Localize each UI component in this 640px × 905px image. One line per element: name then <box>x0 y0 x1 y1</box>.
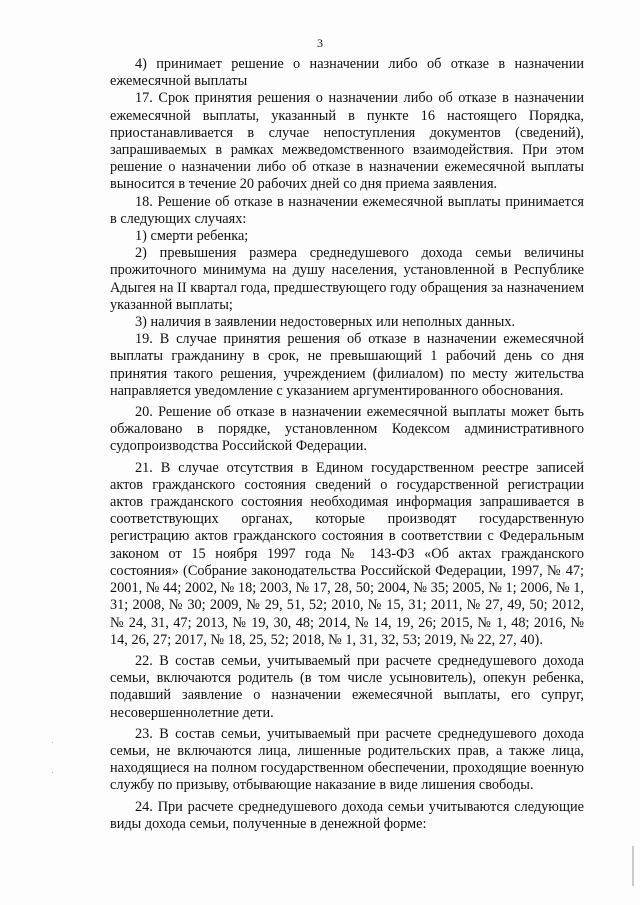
paragraph-18-item-3: 3) наличия в заявлении недостоверных или неполных данных. <box>135 314 516 331</box>
scan-speck <box>52 742 53 743</box>
paragraph-21: 21. В случае отсутствия в Едином государственном реестре записей актов гражданского состояния сведений о государственной регистрации актов гражданского состояния необходимая информация запрашивается в соответствующих органах, которые производят государственную регистрацию актов гражданского состояния в соответствии с Федеральным законом от 15 ноября 1997 года № 143-ФЗ «Об актах гражданского состояния» (Собрание законодательства Российской Федерации, 1997, № 47; 2001, № 44; 2002, № 18; 2003, № 17, 28, 50; 2004, № 35; 2005, № 1; 2006, № 1, 31; 2008, № 30; 2009, № 29, 51, 52; 2010, № 15, 31; 2011, № 27, 49, 50; 2012, № 24, 31, 47; 2013, № 19, 30, 48; 2014, № 14, 19, 26; 2015, № 1, 48; 2016, № 14, 26, 27; 2017, № 18, 25, 52; 2018, № 1, 31, 32, 53; 2019, № 22, 27, 40). <box>110 459 584 648</box>
paragraph-23: 23. В состав семьи, учитываемый при расчете среднедушевого дохода семьи, не включаются лица, лишенные родительских прав, а также лица, находящиеся на полном государственном обеспечении, проходящие военную службу по призыву, отбывающие наказание в виде лишения свободы. <box>110 725 584 794</box>
paragraph-17: 17. Срок принятия решения о назначении либо об отказе в назначении ежемесячной выплаты, указанный в пункте 16 настоящего Порядка, приостанавливается в случае непоступления документов (сведений), запрашиваемых в рамках межведомственного взаимодействия. При этом решение о назначении либо об отказе в назначении ежемесячной выплаты выносится в течение 20 рабочих дней со дня приема заявления. <box>110 90 584 193</box>
scan-speck <box>52 772 53 773</box>
paragraph-24: 24. При расчете среднедушевого дохода семьи учитываются следующие виды дохода семьи, полученные в денежной форме: <box>110 798 584 832</box>
paragraph-20: 20. Решение об отказе в назначении ежемесячной выплаты может быть обжаловано в порядке, установленном Кодексом административного судопроизводства Российской Федерации. <box>110 404 584 455</box>
scan-edge-mark <box>632 846 634 886</box>
page-number: 3 <box>317 36 323 50</box>
paragraph-18-item-1: 1) смерти ребенка; <box>135 228 249 245</box>
paragraph-item-4: 4) принимает решение о назначении либо об отказе в назначении ежемесячной выплаты <box>110 56 584 90</box>
document-body <box>110 56 584 833</box>
paragraph-19: 19. В случае принятия решения об отказе в назначении ежемесячной выплаты гражданину в срок, не превышающий 1 рабочий день со дня принятия такого решения, учреждением (филиалом) по месту жительства направляется уведомление с указанием аргументированного обоснования. <box>110 331 584 399</box>
paragraph-18: 18. Решение об отказе в назначении ежемесячной выплаты принимается в следующих случаях: <box>110 193 584 227</box>
paragraph-18-item-2: 2) превышения размера среднедушевого дохода семьи величины прожиточного минимума на душу населения, установленной в Республике Адыгея на II квартал года, предшествующего году обращения за назначением указанной выплаты; <box>110 245 584 313</box>
paragraph-22: 22. В состав семьи, учитываемый при расчете среднедушевого дохода семьи, включаются родитель (в том числе усыновитель), опекун ребенка, подавший заявление о назначении ежемесячной выплаты, его супруг, несовершеннолетние дети. <box>110 652 584 721</box>
